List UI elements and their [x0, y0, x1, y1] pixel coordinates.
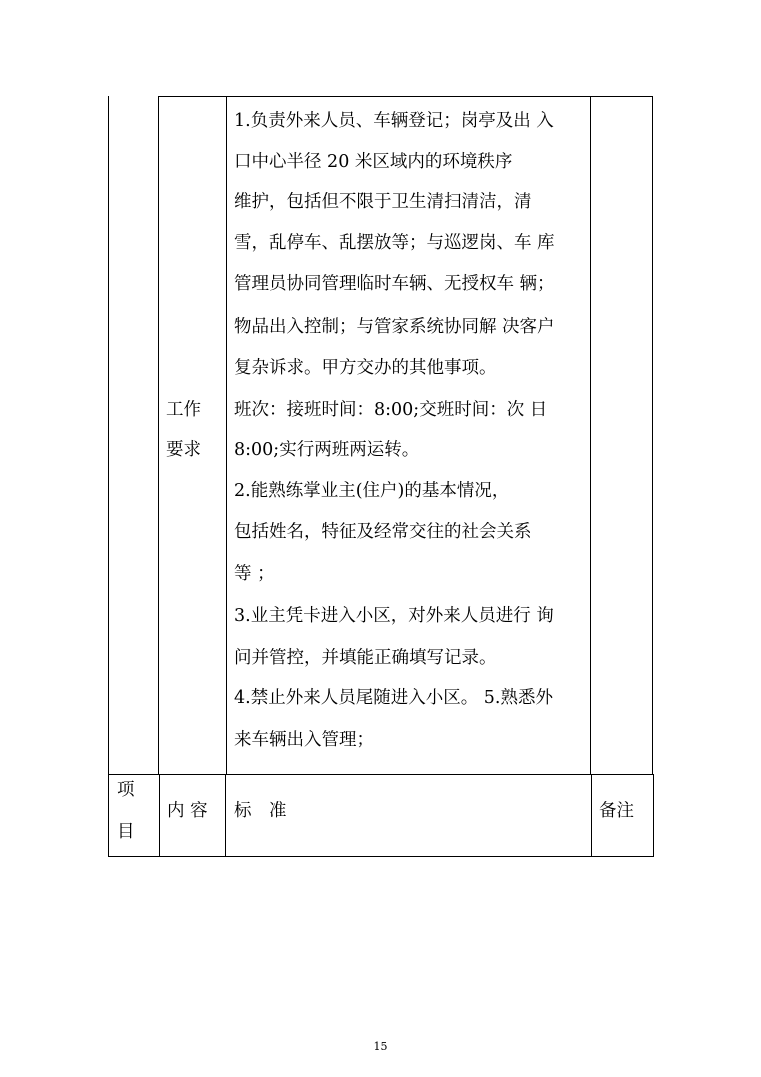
table-border-right-upper [652, 96, 653, 774]
standard-line: 1.负责外来人员、车辆登记；岗亭及出 入 [234, 111, 554, 131]
standard-line: 问并管控，并填能正确填写记录。 [234, 648, 497, 668]
header-remark: 备注 [599, 801, 634, 821]
table-border-left-header [108, 774, 109, 857]
header-item-line2: 目 [117, 822, 135, 842]
table-border-content-col-upper [158, 96, 159, 774]
standard-line: 维护，包括但不限于卫生清扫清洁，清 [234, 192, 532, 212]
table-border-header-top [108, 774, 654, 775]
standard-line: 管理员协同管理临时车辆、无授权车 辆； [234, 274, 555, 294]
standard-line: 物品出入控制；与管家系统协同解 决客户 [234, 317, 555, 337]
header-content: 内 容 [167, 801, 208, 821]
standard-line: 来车辆出入管理； [234, 730, 374, 750]
content-label-line2: 要求 [166, 440, 201, 460]
standard-line: 等 ； [234, 564, 275, 584]
header-item-line1: 项 [117, 780, 135, 800]
table-border-top [158, 96, 653, 97]
standard-line: 雪，乱停车、乱摆放等；与巡逻岗、车 库 [234, 233, 555, 253]
table-border-remark-col-upper [590, 96, 591, 774]
table-border-standard-col-header [225, 774, 226, 857]
standard-line: 包括姓名，特征及经常交往的社会关系 [234, 522, 532, 542]
standard-line: 8:00;实行两班两运转。 [234, 440, 420, 460]
standard-line: 4.禁止外来人员尾随进入小区。 5.熟悉外 [234, 688, 553, 708]
standard-line: 班次：接班时间：8:00;交班时间：次 日 [234, 400, 548, 420]
table-border-standard-col-upper [226, 96, 227, 774]
table-border-content-col-header [159, 774, 160, 857]
table-border-right-header [653, 774, 654, 857]
page-number: 15 [373, 1040, 388, 1053]
table-border-left-upper [108, 96, 109, 774]
standard-line: 口中心半径 20 米区域内的环境秩序 [234, 152, 513, 172]
standard-line: 3.业主凭卡进入小区，对外来人员进行 询 [234, 606, 554, 626]
header-standard: 标 准 [234, 801, 287, 821]
content-label-line1: 工作 [166, 400, 201, 420]
standard-line: 复杂诉求。甲方交办的其他事项。 [234, 358, 497, 378]
table-border-remark-col-header [591, 774, 592, 857]
table-border-bottom [108, 856, 654, 857]
standard-line: 2.能熟练掌业主(住户)的基本情况， [234, 481, 510, 501]
